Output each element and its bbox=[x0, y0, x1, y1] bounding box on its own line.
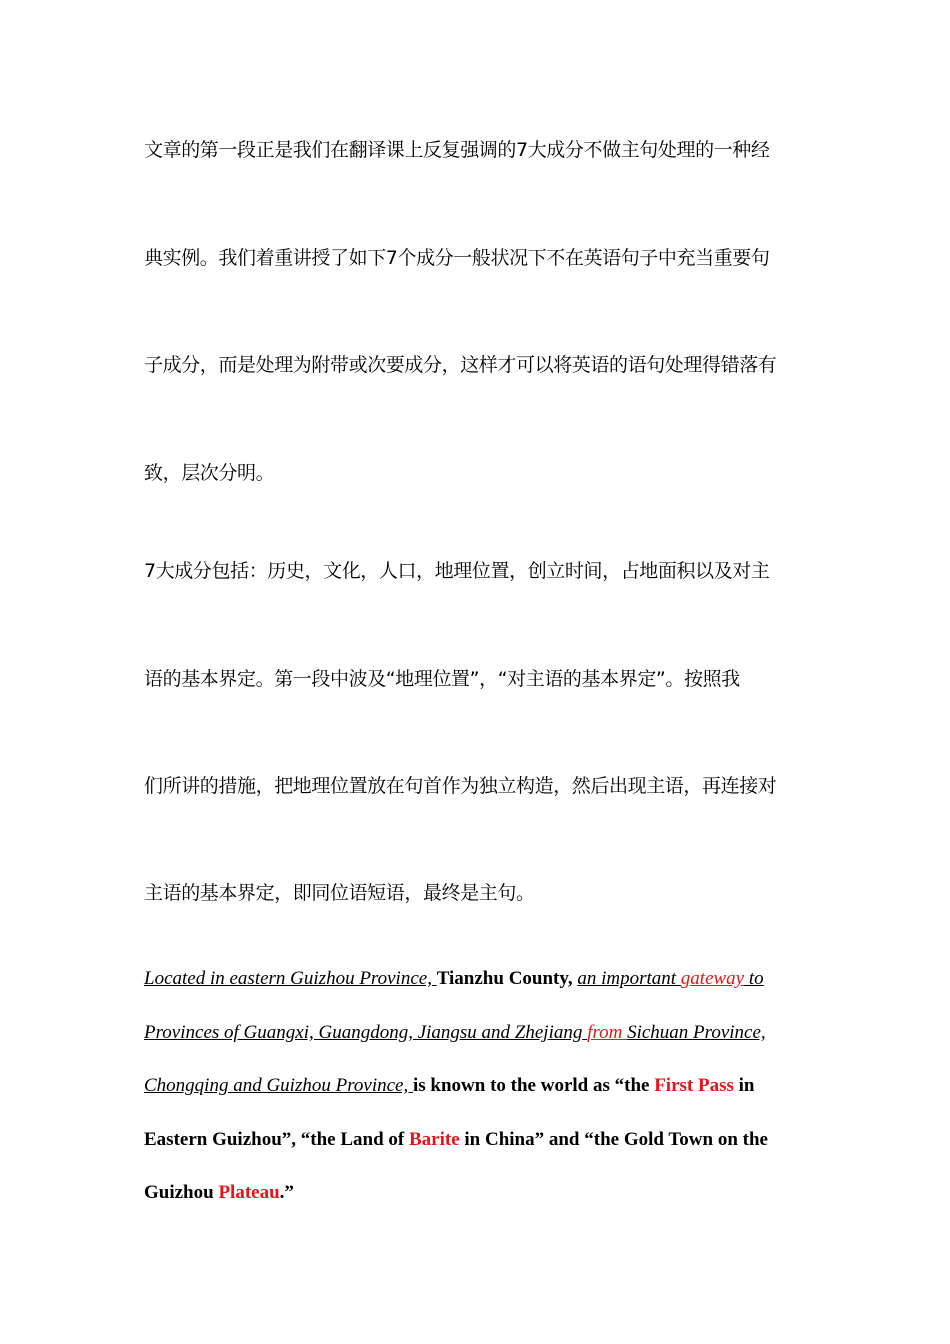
paragraph2-line-4: 主语的基本界定，即同位语短语，最终是主句。 bbox=[144, 882, 535, 904]
highlight-barite: Barite bbox=[408, 1129, 460, 1150]
location-phrase: Located in eastern Guizhou Province, bbox=[144, 968, 437, 989]
subject-text: Tianzhu County, bbox=[436, 968, 578, 989]
highlight-gateway: gateway bbox=[680, 968, 745, 989]
highlight-first-pass: First Pass bbox=[654, 1075, 734, 1096]
paragraph2-line-3: 们所讲的措施，把地理位置放在句首作为独立构造，然后出现主语，再连接对 bbox=[144, 775, 777, 797]
main-clause-text: is known to the world as “the bbox=[412, 1075, 655, 1096]
paragraph2-line-1: 7大成分包括：历史，文化，人口，地理位置，创立时间，占地面积以及对主 bbox=[144, 560, 770, 582]
appositive-text: Chongqing and Guizhou Province, bbox=[144, 1075, 413, 1096]
main-clause-text: Eastern Guizhou”, “the Land of bbox=[144, 1129, 409, 1150]
main-clause-text: in bbox=[733, 1075, 755, 1096]
english-line-1 bbox=[144, 967, 804, 991]
main-clause-text: Guizhou bbox=[144, 1182, 219, 1203]
appositive-text: Provinces of Guangxi, Guangdong, Jiangsu and Zhejiang bbox=[144, 1022, 588, 1043]
paragraph1-line-3: 子成分，而是处理为附带或次要成分，这样才可以将英语的语句处理得错落有 bbox=[144, 354, 777, 376]
highlight-plateau: Plateau bbox=[218, 1182, 280, 1203]
paragraph2-line-2: 语的基本界定。第一段中波及“地理位置”，“对主语的基本界定”。按照我 bbox=[144, 668, 740, 690]
english-line-3 bbox=[144, 1074, 804, 1098]
english-line-2 bbox=[144, 1021, 804, 1045]
paragraph1-line-1: 文章的第一段正是我们在翻译课上反复强调的7大成分不做主句处理的一种经 bbox=[144, 139, 770, 161]
appositive-text: Sichuan Province, bbox=[627, 1022, 766, 1043]
english-line-4 bbox=[144, 1128, 804, 1152]
highlight-from: from bbox=[587, 1022, 628, 1043]
appositive-text: to bbox=[744, 968, 764, 989]
appositive-text: an important bbox=[577, 968, 681, 989]
english-line-5 bbox=[144, 1181, 804, 1205]
main-clause-text: in China” and “the Gold Town on the bbox=[459, 1129, 768, 1150]
main-clause-text: .” bbox=[279, 1182, 294, 1203]
paragraph1-line-2: 典实例。我们着重讲授了如下7个成分一般状况下不在英语句子中充当重要句 bbox=[144, 247, 770, 269]
paragraph1-line-4: 致，层次分明。 bbox=[144, 462, 275, 484]
